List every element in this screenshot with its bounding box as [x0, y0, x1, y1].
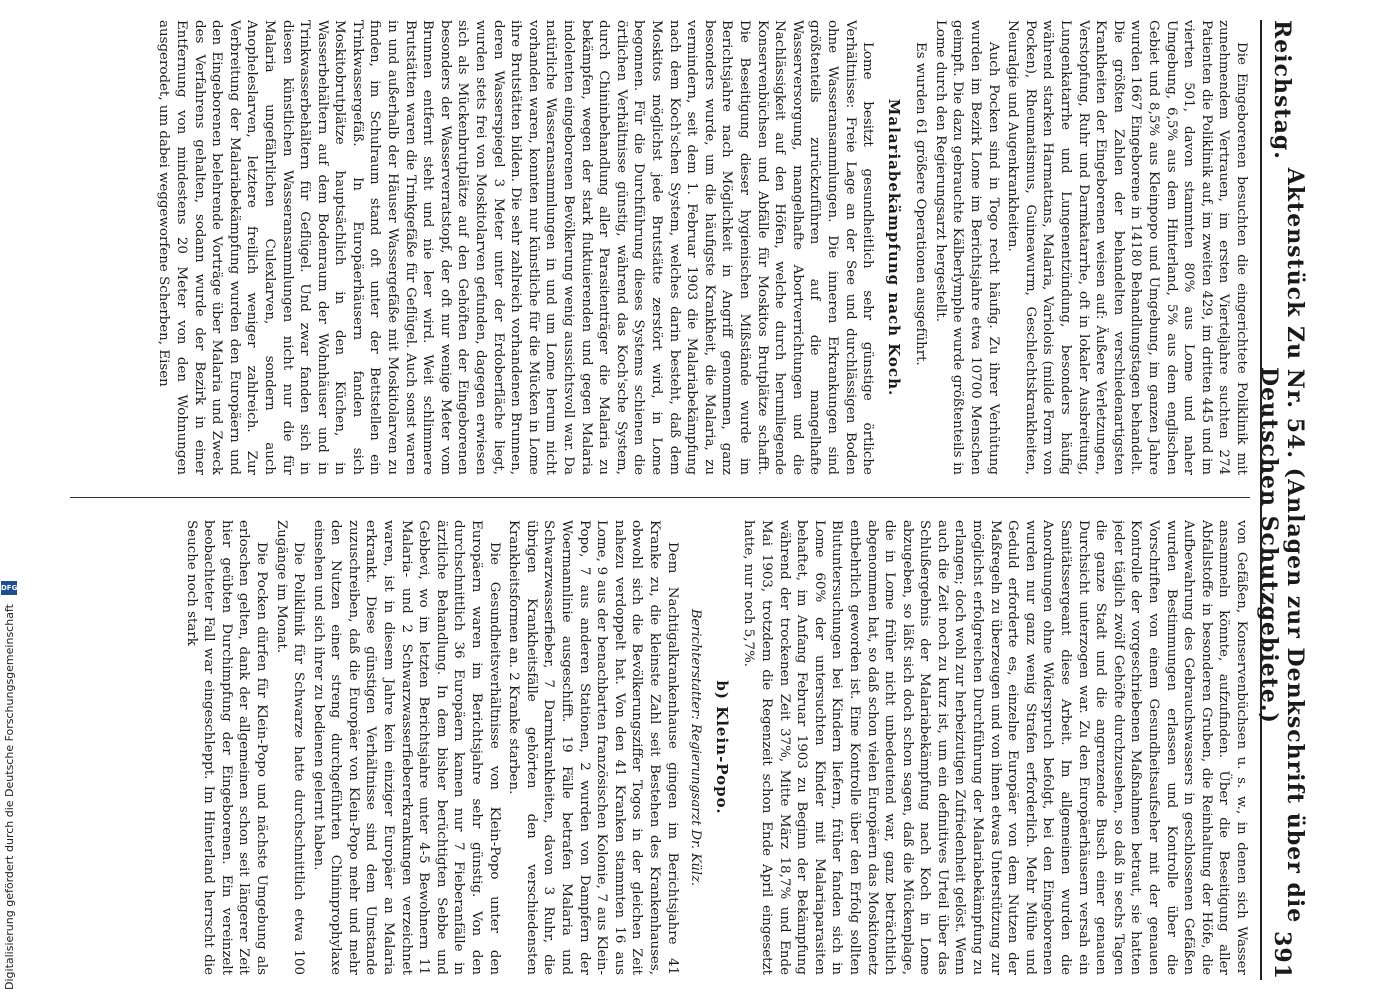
digitization-note	[2, 0, 16, 990]
paragraph: Auch Pocken sind in Togo recht häufig. Zu ihrer Verhütung wurden im Bezirk Lome im Berichtsjahre etwa 10700 Menschen geimpft. Die dazu gebrauchte Kälberlymphe wurde größtenteils in Lome durch den Regierungsarzt hergestellt.	[932, 20, 1001, 475]
right-column	[70, 520, 1250, 975]
left-column	[70, 20, 1250, 475]
paragraph: Die Pocken dürfen für Klein-Popo und nächste Umgebung als erloschen gelten, dank der allgemeinen schon seit längerer Zeit hier geübten Durchimpfung der Eingeborenen. Ein vereinzelt beobachteter Fall war eingeschleppt. Im Hinterland herrscht die Seuche noch stark	[183, 520, 269, 975]
paragraph: Die Eingeborenen besuchten die eingerichtete Poliklinik mit zunehmendem Vertrauen, im ersten Vierteljahre suchten 274 Patienten die Poliklinik auf, im zweiten 429, im dritten 445 und im vierten 501, davon stammten 80% aus Lome und naher Umgebung, 6,5% aus dem Hinterland, 5% aus dem englischen Gebiet und 8,5% aus Kleinpopo und Umgebung, im ganzen Jahre wurden 1667 Eingeborene in 14180 Behandlungstagen behandelt. Die größten Zahlen der behandelten verschiedenartigsten Krankheiten der Eingeborenen weisen auf: Äußere Verletzungen, Verstopfung, Ruhr und Darmkatarrhe, oft in lokaler Ausbreitung, Lungenkatarrhe und Lungenentzündung, besonders häufig während starken Harmattans, Malaria, Variolois (milde Form von Pocken), Rheumatismus, Guineawurm, Geschlechtskrankheiten, Neuralgie und Augenkrankheiten.	[1005, 20, 1249, 475]
header-title: Aktenstück Zu Nr. 54. (Anlagen zur Denkschrift über die Deutschen Schutzgebiete.)	[1256, 167, 1308, 924]
page-number: 391	[1269, 931, 1295, 980]
paragraph: Die Poliklinik für Schwarze hatte durchschnittlich etwa 100 Zugänge im Monat.	[273, 520, 307, 975]
paragraph: Die Gesundheitsverhältnisse von Klein-Popo unter den Europäern waren im Berichtsjahre sehr günstig. Von den durchschnittlich 36 Europäern kamen nur 7 Fieberanfälle in ärztliche Behandlung. In dem bisher berüchtigten Sebbe und Gebbevi, wo im letzten Berichtsjahre unter 4-5 Bewohnern 11 Malaria- und 2 Schwarzwasserfiebererkrankungen verzeichnet waren, ist in diesem Jahre kein einziger Europäer an Malaria erkrankt. Diese günstigen Verhältnisse sind dem Umstande zuzuschreiben, daß die Europäer von Klein-Popo mehr und mehr den Nutzen einer streng durchgeführten Chininprophylaxe einsehen und sich ihrer zu bedienen gelernt haben.	[310, 520, 502, 975]
section-title: Malariabekämpfung nach Koch.	[884, 98, 903, 397]
digitization-text: Digitalisierung gefördert durch die Deutsche Forschungsgemeinschaft	[2, 604, 16, 990]
dfg-logo: DFG	[1, 581, 17, 595]
paragraph: Es wurden 61 größere Operationen ausgeführt.	[913, 42, 929, 366]
paragraph: Dem Nachtigalkrankenhause gingen im Berichtsjahre 41 Kranke zu, die kleinste Zahl seit Bestehen des Krankenhauses, obwohl sich die Bevölkerungsziffer Togos in der gleichen Zeit nahezu verdoppelt hat. Von den 41 Kranken stammten 16 aus Lome, 9 aus der benachbarten französischen Kolonie, 7 aus Klein-Popo, 7 aus anderen Stationen, 2 wurden von Dampfern der Woermannlinie ausgeschifft. 19 Fälle betrafen Malaria und Schwarzwasserfieber, 7 Darmkrankheiten, davon 3 Ruhr, die übrigen Krankheitsfälle gehörten den verschiedensten Krankheitsformen an. 2 Kranke starben.	[506, 520, 680, 975]
byline: Berichterstatter: Regierungsarzt Dr. Külz.	[688, 608, 704, 887]
column-divider	[70, 497, 1250, 498]
paragraph: Lome besitzt gesundheitlich sehr günstige örtliche Verhältnisse: Freie Lage an der See und durchlässigen Boden ohne Wasseransammlungen. Die inneren Erkrankungen sind größtenteils zurückzuführen auf die mangelhafte Wasserversorgung, mangelhafte Abortverrichtungen und die Nachlässigkeit auf den Höfen, welche durch herumliegende Konservenbüchsen und Abfälle für Moskitos Brutplätze schafft. Die Beseitigung dieser hygienischen Mißstände wurde im Berichtsjahre nach Möglichkeit in Angriff genommen, ganz besonders wurde, um die häufigste Krankheit, die Malaria, zu vermindern, seit dem 1. Februar 1903 die Malariabekämpfung nach dem Koch'schen System, welches darin besteht, daß dem Moskitos möglichst jede Brutstätte zerstört wird, in Lome begonnen. Für die Durchführung dieses Systems schienen die örtlichen Verhältnisse günstig, während das Koch'sche System, durch Chininbehandlung aller Parasitenträger die Malaria zu bekämpfen, wegen der stark fluktuierenden und gegen Malaria indolenten eingeborenen Bevölkerung wenig aussichtsvoll war. Da natürliche Wasseransammlungen in und um Lome herum nicht vorhanden waren, konnten nur künstliche für die Mücken in Lome ihre Brutstätten bilden. Die sehr zahlreich vorhandenen Brunnen, deren Wasserspiegel 3 Meter unter der Erdoberfläche liegt, wurden stets frei von Moskitolarven gefunden, dagegen erwiesen sich als Mückenbrutplätze auf den Gehöften der Eingeborenen besonders der Wasserverratstopf, der oft nur wenige Meter vom Brunnen entfernt steht und nie leer wird. Weit schlimmere Brutstätten waren die Trinkgefäße für Geflügel. Auch sonst waren in und außerhalb der Häuser Wassergefäße mit Moskitolarven zu finden, im Schulraum stand oft unter der Bettstellen ein Trinkwassergefäß. In Europäerhäusern fanden sich Moskitobrutplätze hauptsächlich in den Küchen, in Wasserbehältern auf dem Bodenraum der Wohnhäuser und in Trinkwasserbehältern für Geflügel. Und zwar fanden sich in diesen künstlichen Wasseransammlungen nicht nur die für Malaria ungefährlichen Culexlarven, sondern auch Anopheleslarven, letztere freilich weniger zahlreich. Zur Verbreitung der Malariabekämpfung wurden den Europäern und den Eingeborenen belehrende Vorträge über Malaria und Zweck des Verfahrens gehalten, sodann wurde der Bezirk in einer Entfernung von mindestens 20 Meter von den Wohnungen ausgerodet, um dabei weggeworfene Scherben, Eisen	[156, 20, 876, 475]
paragraph: von Gefäßen, Konservenbüchsen u. s. w., in denen sich Wasser ansammeln könnte, aufzufinden. Über die Beseitigung aller Abfallstoffe in besonderen Gruben, die Reinhaltung der Höfe, die Aufbewahrung des Gebrauchswassers in geschlossenen Gefäßen wurden Bestimmungen erlassen und Kontrolle über die Vorschriften von einem Gesundheitsaufseher mit der genauen Kontrolle der vorgeschriebenen Maßnahmen betraut, sie hatten jeder täglich zwölf Gehöfte durchzusehen, so daß in sechs Tagen die ganze Stadt und die angrenzende Busch einer genauen Durchsicht unterzogen war. Zu den Europäerhäusern versah ein Sanitätssergeant diese Arbeit. Im allgemeinen wurden die Anordnungen ohne Widerspruch befolgt, bei den Eingeborenen wurden nur ganz wenig Strafen erforderlich. Mehr Mühe und Geduld erforderte es, einzelne Europäer von dem Nutzen der Maßregeln zu überzeugen und von ihnen etwas Unterstützung zur möglichst erfolgreichen Durchführung der Malariabekämpfung zu erlangen; doch wohl zur herbeizutigen Zufriedenheit gelöst. Wenn auch die Zeit noch zu kurz ist, um ein definitives Urteil über das Schlußergebnis der Malariabekämpfung nach Koch in Lome abzugeben, so läßt sich doch schon sagen, daß die Mückenplage, die in Lome früher nicht unbedeutend war, ganz beträchtlich abgenommen hat, so daß schon vielen Europäern das Moskitonetz entbehrlich geworden ist. Eine Kontrolle über den Erfolg sollten Blutuntersuchungen bei Kindern liefern, früher fanden sich in Lome 60% der untersuchten Kinder mit Malariaparasiten behaftet, im Anfang Februar 1903 zu Beginn der Bekämpfung während der trockenen Zeit 37%, Mitte März 18,7% und Ende Mai 1903, trotzdem die Regenzeit schon Ende April eingesetzt hatte, nur noch 5,7%.	[741, 520, 1249, 975]
document-page	[20, 0, 1320, 1000]
section-title: b) Klein-Popo.	[712, 680, 731, 815]
page-header	[1256, 20, 1308, 980]
header-left: Reichstag.	[1269, 20, 1295, 160]
digitization-strip	[0, 0, 22, 1000]
